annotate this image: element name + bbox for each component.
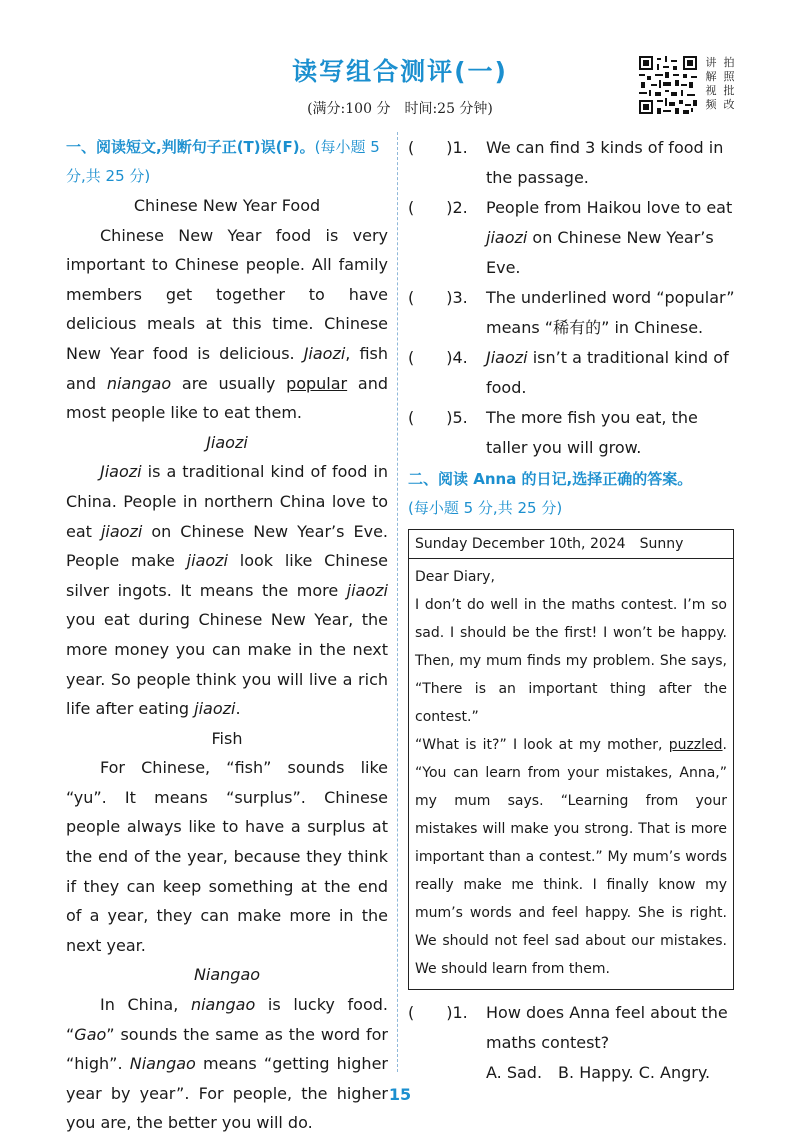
answer-blank[interactable]: ( )2.: [408, 198, 468, 217]
diary-question-1[interactable]: ( )1. How does Anna feel about the maths contest?: [408, 998, 738, 1058]
underlined-word: puzzled: [668, 737, 723, 753]
subheading-niangao: Niangao: [193, 965, 261, 985]
answer-blank[interactable]: ( )1.: [408, 138, 468, 157]
underlined-word: popular: [286, 373, 348, 393]
passage-paragraph-4: In China, niangao is lucky food. “Gao” sounds the same as the word for “high”. Niangao means “getting higher year by year”. For people, the higher you are, the better you will do.: [66, 995, 388, 1133]
answer-blank[interactable]: ( )3.: [408, 288, 468, 307]
qr-code-icon[interactable]: [639, 56, 697, 114]
reading-passage-column: [66, 133, 388, 1138]
diary-paragraph-1: I don’t do well in the maths contest. I’m so sad. I should be the first! I won’t be happy. Then, my mum finds my problem. She says, “There is an important thing after the contest.”: [415, 597, 727, 725]
diary-greeting: Dear Diary,: [415, 569, 495, 585]
diary-box: [408, 529, 734, 990]
section2-heading: 二、阅读 Anna 的日记,选择正确的答案。: [408, 470, 693, 488]
diary-date: Sunday December 10th, 2024 Sunny: [409, 530, 733, 559]
subheading-jiaozi: Jiaozi: [206, 432, 248, 452]
question-2[interactable]: ( )2. People from Haikou love to eat jiaozi on Chinese New Year’s Eve.: [408, 193, 738, 283]
answer-blank[interactable]: ( )1.: [408, 1003, 468, 1022]
score-time-note: (满分:100 分 时间:25 分钟): [307, 101, 493, 117]
page-number: 15: [388, 1085, 412, 1104]
page-title: 读写组合测评(一): [292, 57, 508, 86]
subheading-fish: Fish: [211, 728, 243, 748]
diary-question-1-options[interactable]: A. Sad. B. Happy. C. Angry.: [486, 1063, 711, 1082]
section1-heading: 一、阅读短文,判断句子正(T)误(F)。(每小题 5 分,共 25 分): [66, 138, 380, 185]
qr-label: 讲 拍 解 照 视 批 频 改: [705, 56, 735, 111]
question-4[interactable]: ( )4. Jiaozi isn’t a traditional kind of food.: [408, 343, 738, 403]
passage-paragraph-3: For Chinese, “fish” sounds like “yu”. It means “surplus”. Chinese people always like to have a surplus at the end of the year, because they think if they can keep something at the end of a year, they can make more in the next year.: [66, 758, 388, 955]
question-1[interactable]: ( )1. We can find 3 kinds of food in the passage.: [408, 133, 738, 193]
section2-note: (每小题 5 分,共 25 分): [408, 499, 563, 517]
questions-column: [408, 133, 738, 1088]
answer-blank[interactable]: ( )4.: [408, 348, 468, 367]
answer-blank[interactable]: ( )5.: [408, 408, 468, 427]
question-3[interactable]: ( )3. The underlined word “popular” means “稀有的” in Chinese.: [408, 283, 738, 343]
column-divider: [397, 132, 398, 1072]
diary-paragraph-2: “What is it?” I look at my mother, puzzled. “You can learn from your mistakes, Anna,” my mum says. “Learning from your mistakes will make you strong. That is more important than a contest.” My mum’s words really make me think. I finally know my mum’s words and feel happy. She is right. We should not feel sad about our mistakes. We should learn from them.: [415, 737, 727, 977]
passage-paragraph-1: Chinese New Year food is very important to Chinese people. All family members get together to have delicious meals at this time. Chinese New Year food is delicious. Jiaozi, fish and niangao are usually popular and most people like to eat them.: [66, 225, 388, 423]
question-5[interactable]: ( )5. The more fish you eat, the taller you will grow.: [408, 403, 738, 463]
passage-title: Chinese New Year Food: [133, 196, 321, 215]
passage-paragraph-2: Jiaozi is a traditional kind of food in China. People in northern China love to eat jiaozi on Chinese New Year’s Eve. People make jiaozi look like Chinese silver ingots. It means the more jiaozi you eat during Chinese New Year, the more money you can make in the next year. So people think you will live a rich life after eating jiaozi.: [66, 462, 388, 719]
